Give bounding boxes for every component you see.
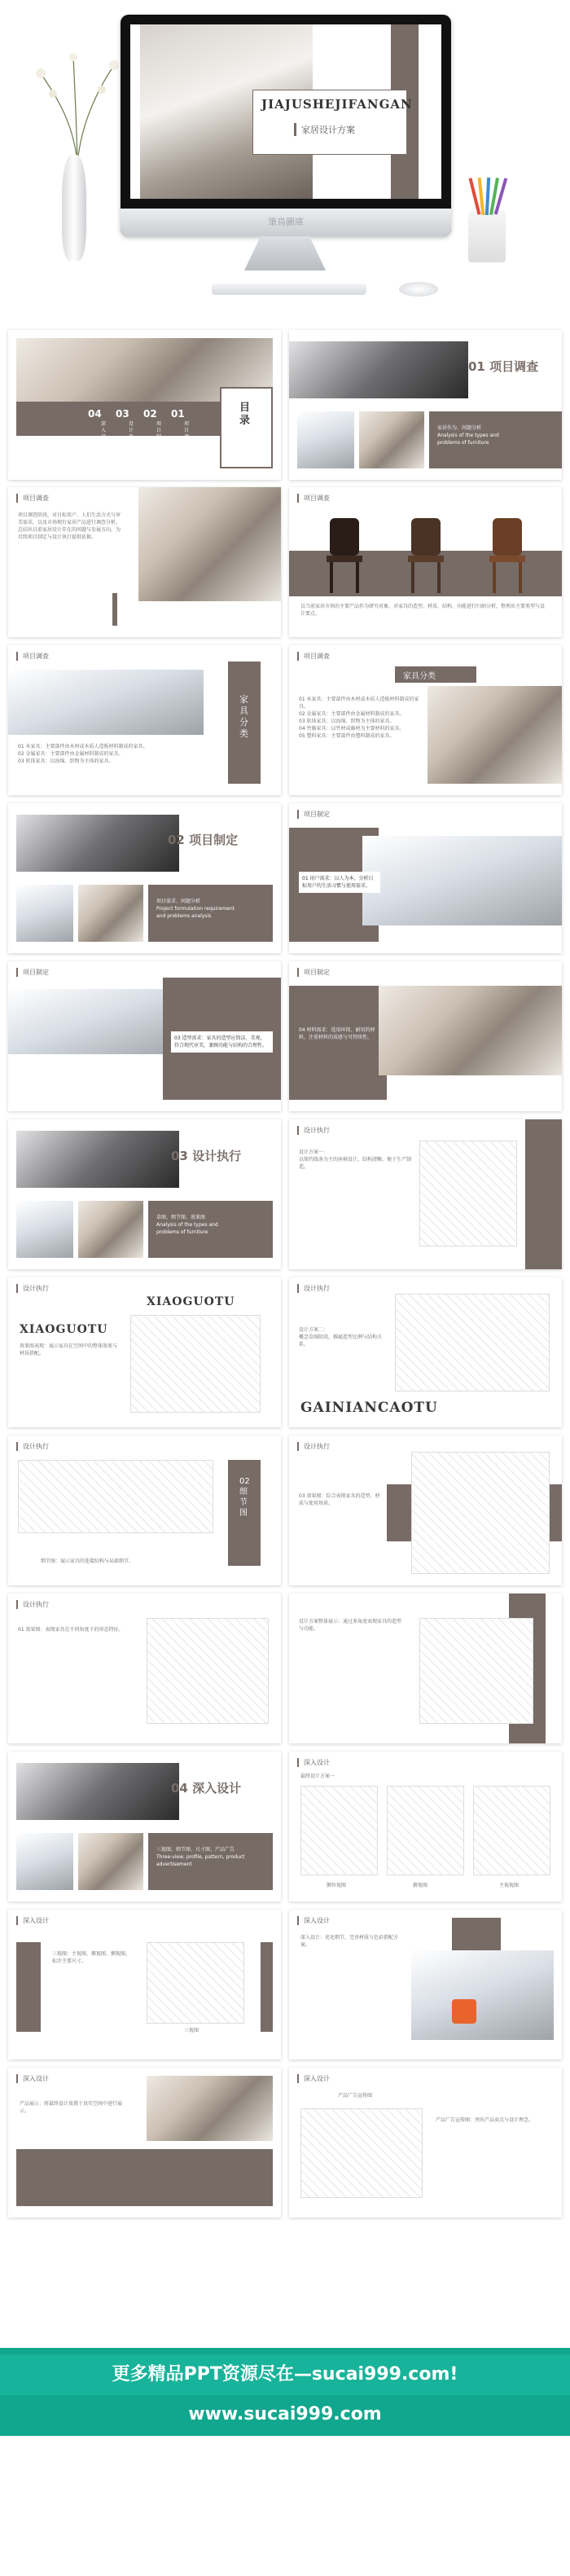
slide-body: 效果图表现：展示家具在空间中的整体效果与材质搭配。 — [20, 1343, 118, 1356]
ad-image — [300, 2108, 423, 2198]
title-box — [395, 666, 476, 683]
slide-section-01 — [289, 330, 562, 480]
render-image — [130, 1315, 261, 1413]
slide-toc — [8, 330, 281, 480]
slide-deep-2 — [8, 1910, 281, 2059]
view-image-2 — [387, 1786, 464, 1875]
orange-stool — [452, 1999, 476, 2024]
toc-label-2: 设计执行 — [129, 421, 134, 446]
hero-title-en: JIAJUSHEJIFANGAN — [261, 97, 413, 112]
slide-photo — [362, 836, 562, 925]
monitor — [121, 15, 451, 236]
slide-body: 03 效果图：综合表现家具的造型、材质与使用场景。 — [299, 1493, 380, 1506]
slide-body: 01 木家具：主要部件由木材或木质人造板材料制成的家具。 02 金属家具：主要部件由金属材料制成的家具。 03 软体家具：以海绵、织物为主体的家具。 04 竹藤家具：以竹材或藤材为主要材料的家具。 05 塑料家具：主要部件由塑料制成的家具。 — [299, 697, 419, 739]
slide-label: 设计执行 — [297, 1126, 330, 1135]
slide-exec-3 — [289, 1277, 562, 1427]
section-title: 03 设计执行 — [171, 1149, 242, 1163]
slide-exec-4 — [8, 1435, 281, 1585]
toc-num-3: 02 — [143, 408, 157, 420]
slide-body: 03 造型需求：家具的造型应简洁、美观，符合现代审美，兼顾功能与结构的合理性。 — [171, 1031, 273, 1053]
slide-exec-7 — [289, 1594, 562, 1743]
slide-photo — [411, 1950, 554, 2040]
toc-num-1: 04 — [88, 408, 102, 420]
slide-label: 项目制定 — [16, 968, 49, 977]
slide-deep-5 — [289, 2068, 562, 2218]
slide-label: 项目制定 — [297, 810, 330, 819]
slide-label: 设计执行 — [16, 1442, 49, 1451]
sketch-image — [395, 1294, 550, 1391]
view-label-2: 俯视图 — [413, 1883, 428, 1888]
slide-label: 设计执行 — [16, 1284, 49, 1293]
slide-exec-5 — [289, 1435, 562, 1585]
thumb-2 — [78, 1201, 143, 1258]
view-label-1: 侧位视图 — [327, 1883, 347, 1888]
thumb-1 — [16, 1201, 73, 1258]
accent-band — [16, 2149, 273, 2206]
toc-box — [220, 387, 273, 468]
section-photo — [16, 1131, 179, 1188]
slide-photo — [428, 686, 562, 784]
slide-label: 项目制定 — [297, 968, 330, 977]
toc-num-4: 01 — [171, 408, 185, 420]
slide-research-2 — [289, 487, 562, 637]
slide-label: 深入设计 — [16, 2074, 49, 2083]
slide-label: 设计执行 — [297, 1284, 330, 1293]
slide-label: 项目调查 — [297, 494, 330, 503]
hero-watermark: 筆鳥圖庫 — [268, 217, 304, 227]
footer-line-1: 更多精品PPT资源尽在—sucai999.com! — [0, 2354, 570, 2395]
thumb-2 — [78, 885, 143, 942]
title-card — [252, 90, 413, 155]
slide-label: 深入设计 — [297, 1916, 330, 1925]
slide-label: 深入设计 — [16, 1916, 49, 1925]
slide-body: 以当前家居市场的主要产品作为研究对象，对家具的造型、材质、结构、功能进行归纳分析，整理出主要类型与设计要点。 — [300, 604, 546, 617]
slide-photo — [147, 2076, 273, 2141]
hero-section — [0, 0, 570, 319]
slide-body: 01 效果图：表现家具在不同角度下的形态特征。 — [18, 1627, 124, 1633]
section-photo — [289, 341, 468, 398]
section-title: 01 项目调查 — [468, 359, 539, 374]
monitor-chin — [121, 209, 451, 236]
section-band — [148, 885, 273, 942]
toc-label-1: 深入设计 — [101, 421, 107, 446]
toc-label-4: 项目调查 — [184, 421, 190, 446]
toc-label-3: 项目制定 — [156, 421, 162, 446]
accent-bar — [525, 1119, 562, 1269]
en-heading-1: XIAOGUOTU — [147, 1295, 235, 1308]
slide-photo — [138, 487, 281, 601]
slide-body: 产品展示：将最终设计放置于真实空间中进行展示。 — [20, 2101, 123, 2114]
section-band — [148, 1833, 273, 1890]
slide-body: 设计方案二： 概念草图阶段，推敲造型比例与结构关系。 — [299, 1327, 383, 1347]
accent-block — [289, 986, 387, 1100]
thumb-2 — [359, 411, 424, 468]
footer-link[interactable]: www.sucai999.com — [188, 2404, 382, 2424]
thumb-1 — [297, 411, 354, 468]
hero-title-cn: 家居设计方案 — [294, 123, 398, 136]
slide-body: 项目调查阶段，对目标用户、人们生活方式与审美需求，以及市场现有家居产品进行调查分析，总结出目前家居设计存在的问题与发展方向，为后续项目制定与设计执行提供依据。 — [18, 512, 121, 540]
section-photo — [16, 815, 179, 872]
view-image-3 — [473, 1786, 550, 1875]
vase — [62, 155, 86, 261]
pencil-cup — [468, 210, 506, 262]
chairs-illustration — [322, 518, 533, 600]
slide-deep-3 — [289, 1910, 562, 2059]
slide-exec-1 — [289, 1119, 562, 1269]
en-heading: GAINIANCAOTU — [300, 1400, 438, 1416]
slide-title: 02 细节图 — [239, 1477, 250, 1518]
slide-body: 设计方案整体展示：通过多角度表现家具的造型与功能。 — [299, 1619, 402, 1632]
section-band — [148, 1201, 273, 1258]
accent-bar — [228, 662, 261, 784]
slide-photo — [8, 670, 204, 735]
toc-num-2: 03 — [116, 408, 129, 420]
section-sub: 三视图、细节图、尺寸图、产品广告 Three-view, profile, pattern, product advertisement — [156, 1847, 245, 1867]
slide-label: 项目调查 — [16, 652, 49, 661]
section-sub: 草图、细节图、效果图 Analysis of the types and problems of furniture — [156, 1215, 218, 1235]
monitor-stand — [244, 236, 326, 270]
toc-title: 目录 — [239, 402, 251, 427]
bottom-blank — [0, 2436, 570, 2576]
slide-body: 设计方案一： 以简约线条为主的座椅设计，结构清晰，便于生产制造。 — [299, 1150, 412, 1170]
section-band — [429, 411, 562, 468]
section-sub: 家居作为、问题分析 Analysis of the types and problems of furniture — [437, 425, 499, 446]
section-photo — [16, 1763, 179, 1820]
slide-exec-2 — [8, 1277, 281, 1427]
slide-section-02 — [8, 803, 281, 953]
accent-bar — [228, 1460, 261, 1566]
view-label-3: 主视视图 — [499, 1883, 520, 1888]
slide-label: 设计执行 — [297, 1442, 330, 1451]
slide-label: 深入设计 — [297, 2074, 330, 2083]
slide-deep-4 — [8, 2068, 281, 2218]
slide-caption: 最终设计方案一 — [300, 1774, 335, 1779]
render-image — [411, 1452, 550, 1574]
slide-research-4 — [289, 645, 562, 795]
footer-banner — [0, 2348, 570, 2436]
slide-body: 深入设计：优化细节，完善材质与色彩搭配方案。 — [300, 1935, 399, 1948]
slide-label: 项目调查 — [16, 494, 49, 503]
slide-title: 家具分类 — [403, 672, 436, 681]
slide-plan-2 — [8, 961, 281, 1111]
slide-photo — [379, 986, 562, 1075]
thumb-1 — [16, 885, 73, 942]
slide-title: 家具分类 — [239, 694, 248, 739]
monitor-screen — [130, 24, 441, 199]
slide-research-3 — [8, 645, 281, 795]
drawing-card — [41, 1934, 261, 2040]
slide-body: 三视图：主视图、俯视图、侧视图，标注主要尺寸。 — [52, 1951, 131, 1964]
flower-stems — [24, 49, 130, 163]
view-image-1 — [300, 1786, 378, 1875]
slide-body: 01 用户需求：以人为本，分析目标用户的生活习惯与使用需求。 — [299, 872, 380, 893]
section-title: 02 项目制定 — [168, 833, 239, 847]
slide-exec-6 — [8, 1594, 281, 1743]
slide-body: 产品广告宣传图：突出产品卖点与设计理念。 — [436, 2117, 534, 2123]
slide-plan-1 — [289, 803, 562, 953]
sketch-image — [147, 1618, 269, 1724]
slide-caption: 产品广告宣传图 — [338, 2093, 373, 2099]
detail-sketch — [18, 1460, 213, 1533]
slide-section-04 — [8, 1752, 281, 1901]
keyboard — [212, 284, 366, 295]
section-sub: 项目需求、问题分析 Project formulation requirement and problems analysis — [156, 899, 235, 919]
slide-deep-1 — [289, 1752, 562, 1901]
render-image — [419, 1618, 533, 1724]
accent-bar — [112, 593, 117, 626]
slide-plan-3 — [289, 961, 562, 1111]
slide-body: 01 木家具：主要部件由木材或木质人造板材料制成的家具。 02 金属家具：主要部件由金属材料制成的家具。 03 软体家具：以海绵、织物为主体的家具。 — [18, 744, 148, 764]
thumb-2 — [78, 1833, 143, 1890]
section-title: 04 深入设计 — [171, 1781, 242, 1796]
slide-section-03 — [8, 1119, 281, 1269]
slide-caption: 三视图 — [184, 2028, 200, 2033]
thumb-1 — [16, 1833, 73, 1890]
sketch-image — [419, 1141, 517, 1246]
slide-label: 设计执行 — [16, 1600, 49, 1609]
slide-label: 项目调查 — [297, 652, 330, 661]
slide-label: 深入设计 — [297, 1758, 330, 1767]
en-heading-2: XIAOGUOTU — [20, 1323, 108, 1336]
three-view-image — [147, 1942, 244, 2024]
mouse — [399, 282, 438, 297]
slide-research-1 — [8, 487, 281, 637]
slide-body: 04 材料需求：选用环保、耐用的材料，注重材料的质感与可持续性。 — [299, 1027, 375, 1040]
slide-body: 细节图：展示家具的连接结构与局部细节。 — [41, 1558, 134, 1564]
